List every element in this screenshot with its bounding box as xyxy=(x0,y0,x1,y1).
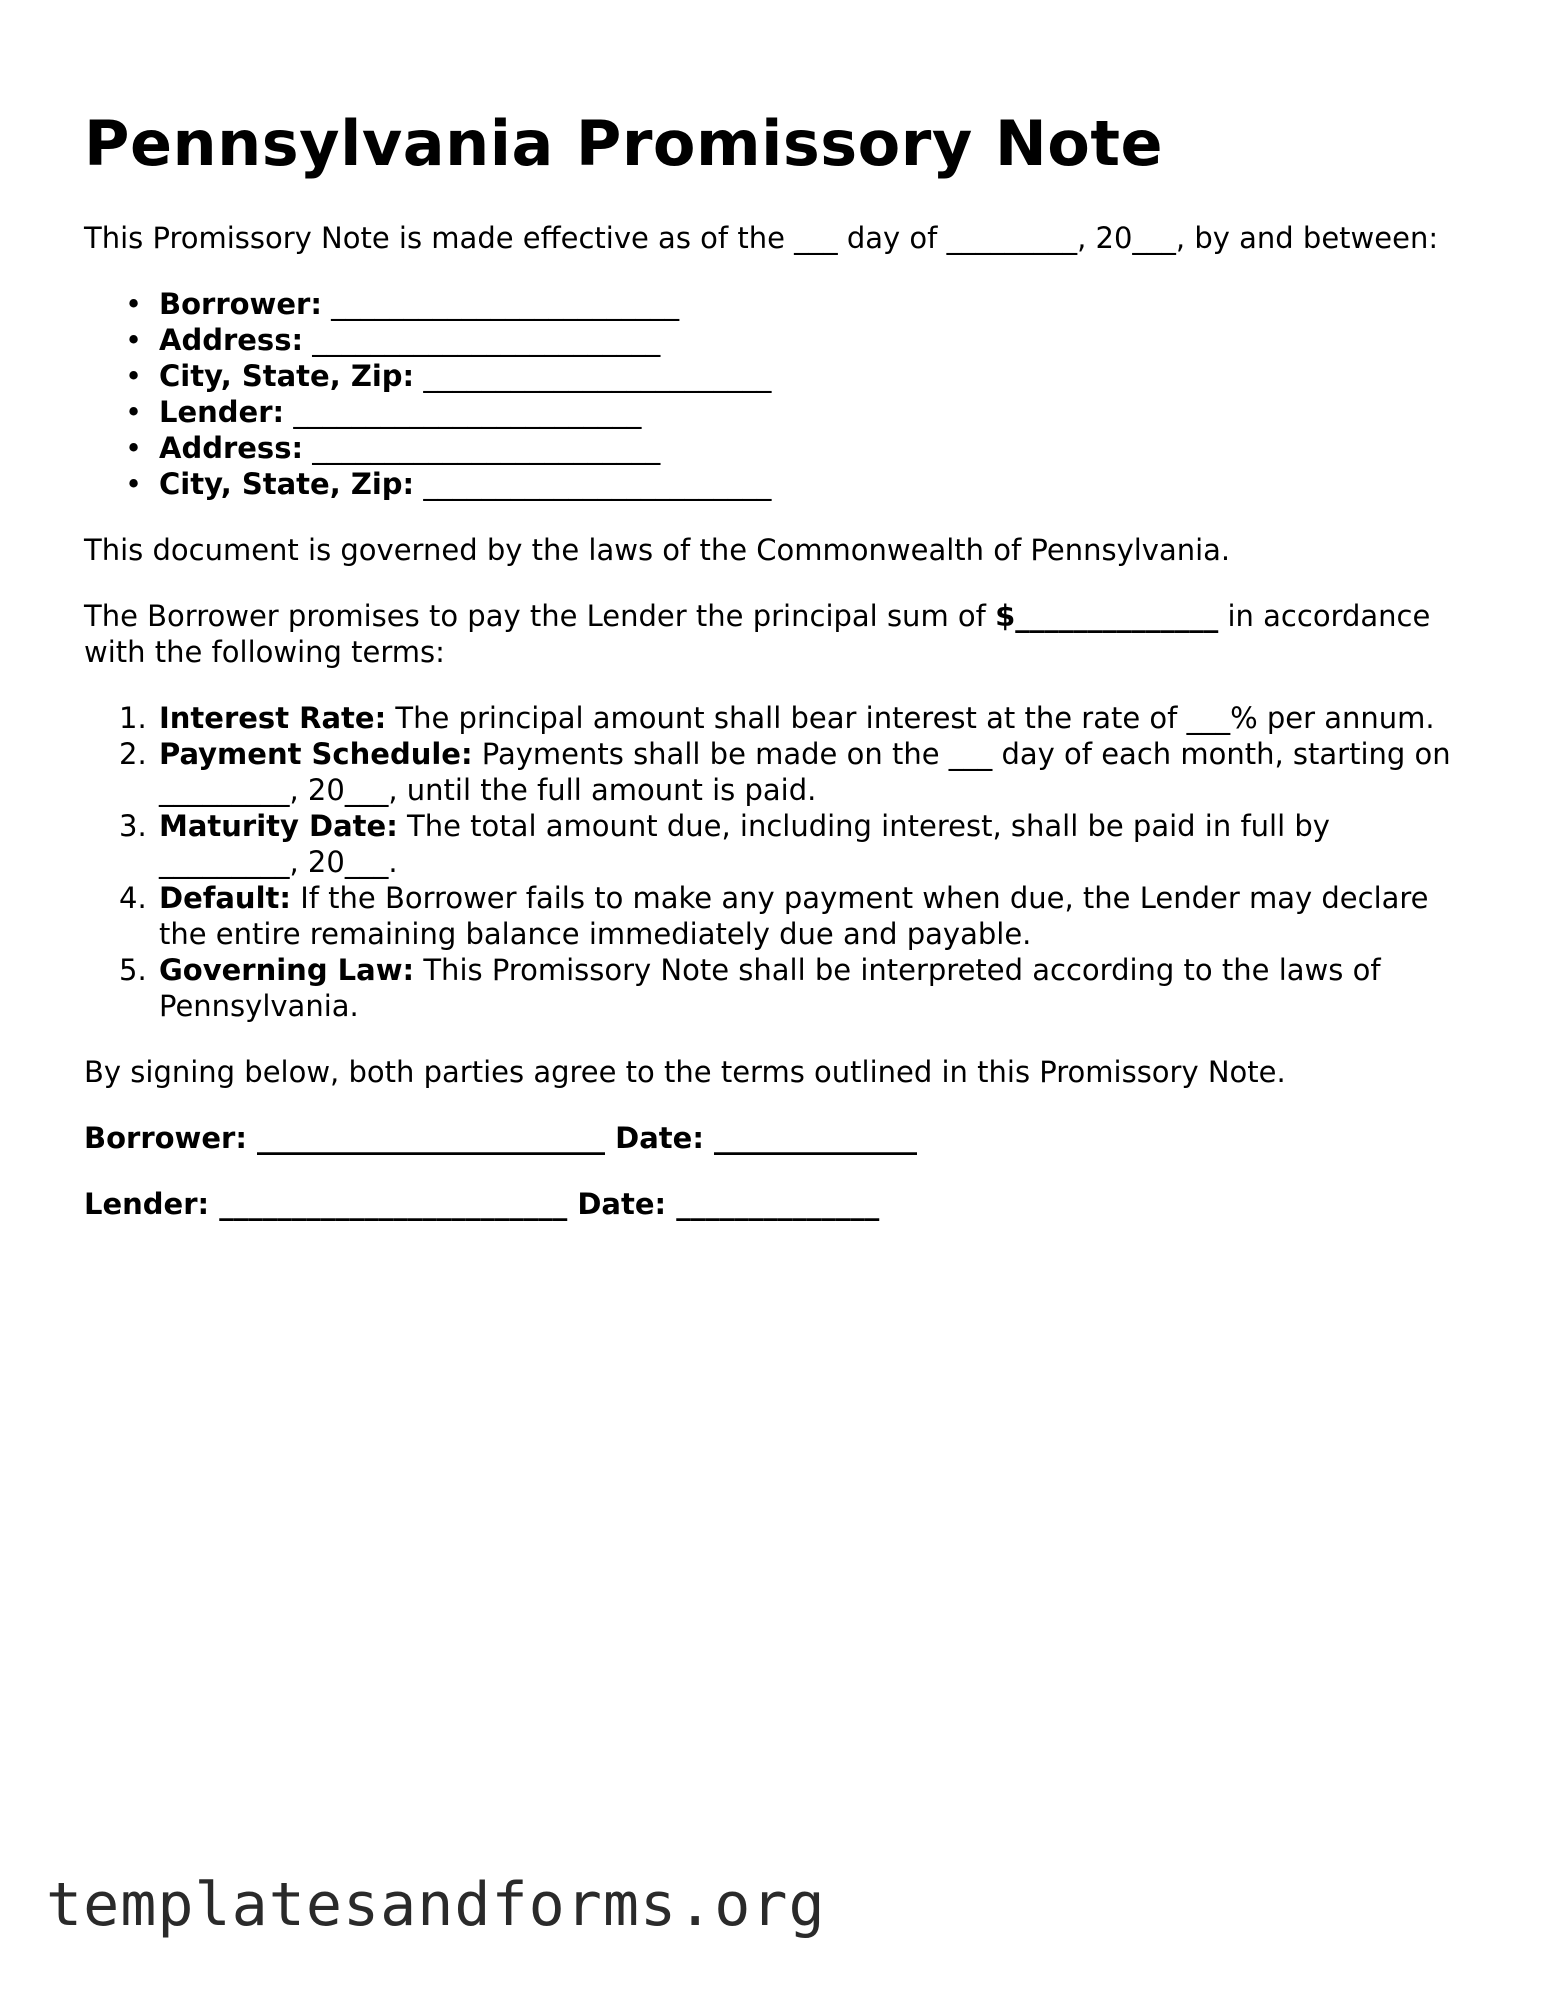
list-item xyxy=(159,286,1464,322)
term-text: The principal amount shall bear interest at the rate of ___% per annum. xyxy=(386,701,1435,735)
signature-label: Lender: xyxy=(84,1187,210,1221)
date-blank: ______________ xyxy=(714,1121,918,1155)
lender-signature-line xyxy=(84,1186,1464,1222)
party-blank: ________________________ xyxy=(293,395,642,429)
watermark: templatesandforms.org xyxy=(46,1870,826,1940)
date-label: Date: xyxy=(577,1187,667,1221)
governing-statement: This document is governed by the laws of the Commonwealth of Pennsylvania. xyxy=(84,533,1231,567)
intro-paragraph: This Promissory Note is made effective as of the ___ day of _________, 20___, by and between: xyxy=(84,221,1439,255)
party-blank: ________________________ xyxy=(312,431,661,465)
term-number: 4. xyxy=(119,881,147,915)
list-item xyxy=(119,700,1464,736)
list-item xyxy=(159,322,1464,358)
principal-text-before: The Borrower promises to pay the Lender the principal sum of xyxy=(84,599,996,633)
list-item xyxy=(159,466,1464,502)
signature-blank: ________________________ xyxy=(219,1187,568,1221)
party-label: Address: xyxy=(159,431,304,465)
term-text: Payments shall be made on the ___ day of each month, starting on _________, 20___, until the full amount is paid. xyxy=(159,737,1451,807)
signature-blank: ________________________ xyxy=(257,1121,606,1155)
principal-text-after: in accordance with the following terms: xyxy=(84,599,1431,669)
signing-statement: By signing below, both parties agree to the terms outlined in this Promissory Note. xyxy=(84,1055,1286,1089)
term-number: 5. xyxy=(119,953,147,987)
party-label: Borrower: xyxy=(159,287,322,321)
list-item xyxy=(119,736,1464,808)
principal-paragraph xyxy=(84,598,1464,670)
signature-label: Borrower: xyxy=(84,1121,247,1155)
list-item xyxy=(119,808,1464,880)
party-blank: ________________________ xyxy=(312,323,661,357)
terms-list xyxy=(84,700,1464,1024)
date-blank: ______________ xyxy=(676,1187,880,1221)
list-item xyxy=(119,880,1464,952)
party-blank: ________________________ xyxy=(423,359,772,393)
term-text: This Promissory Note shall be interpreted according to the laws of Pennsylvania. xyxy=(159,953,1381,1023)
party-blank: ________________________ xyxy=(331,287,680,321)
date-label: Date: xyxy=(615,1121,704,1155)
term-number: 2. xyxy=(119,737,147,771)
principal-amount: $______________ xyxy=(995,599,1219,633)
list-item xyxy=(159,430,1464,466)
party-label: City, State, Zip: xyxy=(159,467,415,501)
list-item xyxy=(159,394,1464,430)
list-item xyxy=(119,952,1464,1024)
term-label: Payment Schedule: xyxy=(159,737,473,771)
term-text: The total amount due, including interest, shall be paid in full by _________, 20___. xyxy=(159,809,1330,879)
parties-list xyxy=(84,286,1464,502)
page-title: Pennsylvania Promissory Note xyxy=(84,107,1164,180)
term-label: Interest Rate: xyxy=(159,701,387,735)
borrower-signature-line xyxy=(84,1120,1464,1156)
term-number: 3. xyxy=(119,809,147,843)
party-label: Lender: xyxy=(159,395,285,429)
party-blank: ________________________ xyxy=(423,467,772,501)
term-text: If the Borrower fails to make any payment when due, the Lender may declare the entire remaining balance immediately due and payable. xyxy=(159,881,1429,951)
list-item xyxy=(159,358,1464,394)
document-page xyxy=(84,0,1464,1222)
term-label: Default: xyxy=(159,881,291,915)
term-label: Governing Law: xyxy=(159,953,415,987)
term-label: Maturity Date: xyxy=(159,809,398,843)
party-label: Address: xyxy=(159,323,304,357)
term-number: 1. xyxy=(119,701,147,735)
party-label: City, State, Zip: xyxy=(159,359,415,393)
